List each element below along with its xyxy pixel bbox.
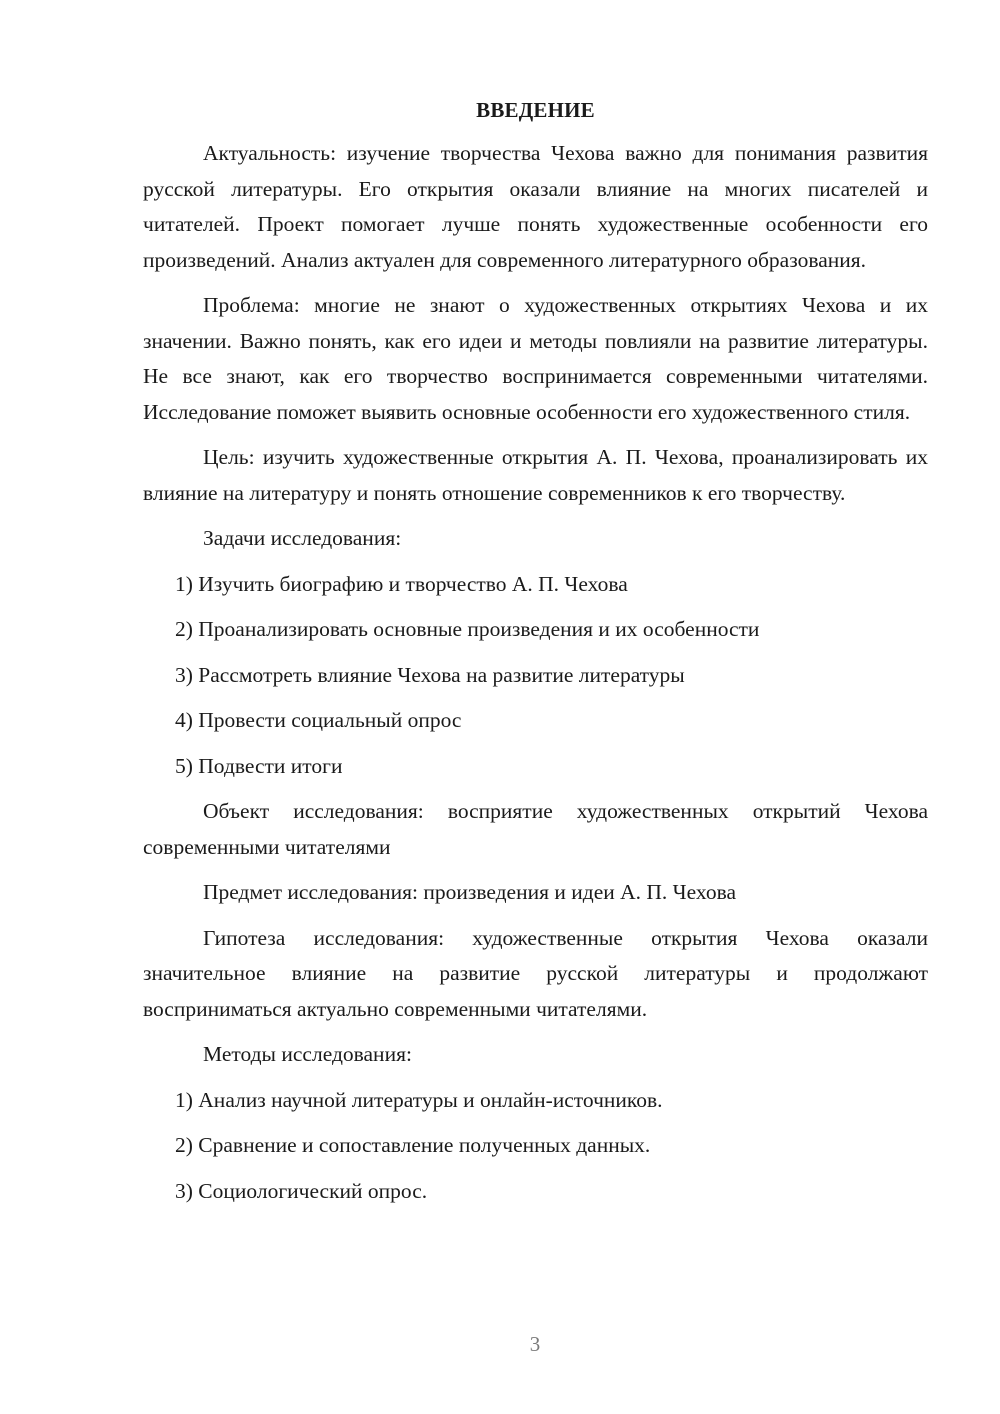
- list-item: 2) Сравнение и сопоставление полученных данных.: [175, 1133, 651, 1157]
- tasks-list: [143, 567, 928, 785]
- tasks-heading: Задачи исследования:: [203, 526, 402, 550]
- methods-list: [143, 1083, 928, 1210]
- subject-paragraph: Предмет исследования: произведения и идеи А. П. Чехова: [203, 880, 736, 904]
- list-item: 4) Провести социальный опрос: [175, 708, 462, 732]
- problem-paragraph: Проблема: многие не знают о художественных открытиях Чехова и их значении. Важно понять, как его идеи и методы повлияли на развитие литературы. Не все знают, как его творчество воспринимается современными читателями. Исследование поможет выявить основные особенности его художественного стиля.: [143, 293, 928, 424]
- list-item: 2) Проанализировать основные произведения и их особенности: [175, 617, 760, 641]
- list-item: 1) Изучить биографию и творчество А. П. Чехова: [175, 571, 628, 596]
- relevance-paragraph: Актуальность: изучение творчества Чехова важно для понимания развития русской литературы. Его открытия оказали влияние на многих писателей и читателей. Проект помогает лучше понять художественные особенности его произведений. Анализ актуален для современного литературного образования.: [143, 141, 928, 272]
- object-paragraph: Объект исследования: восприятие художественных открытий Чехова современными читателями: [143, 799, 928, 859]
- page-title: ВВЕДЕНИЕ: [476, 98, 595, 122]
- hypothesis-paragraph: Гипотеза исследования: художественные открытия Чехова оказали значительное влияние на развитие русской литературы и продолжают восприниматься актуально современными читателями.: [143, 925, 928, 1021]
- list-item: 3) Социологический опрос.: [175, 1178, 428, 1203]
- goal-paragraph: Цель: изучить художественные открытия А. П. Чехова, проанализировать их влияние на литературу и понять отношение современников к его творчеству.: [143, 445, 928, 505]
- list-item: 5) Подвести итоги: [175, 753, 343, 778]
- list-item: 1) Анализ научной литературы и онлайн-источников.: [175, 1087, 663, 1112]
- document-page: [143, 92, 928, 1219]
- methods-heading: Методы исследования:: [203, 1042, 412, 1066]
- list-item: 3) Рассмотреть влияние Чехова на развитие литературы: [175, 662, 685, 687]
- page-number: 3: [529, 1332, 541, 1356]
